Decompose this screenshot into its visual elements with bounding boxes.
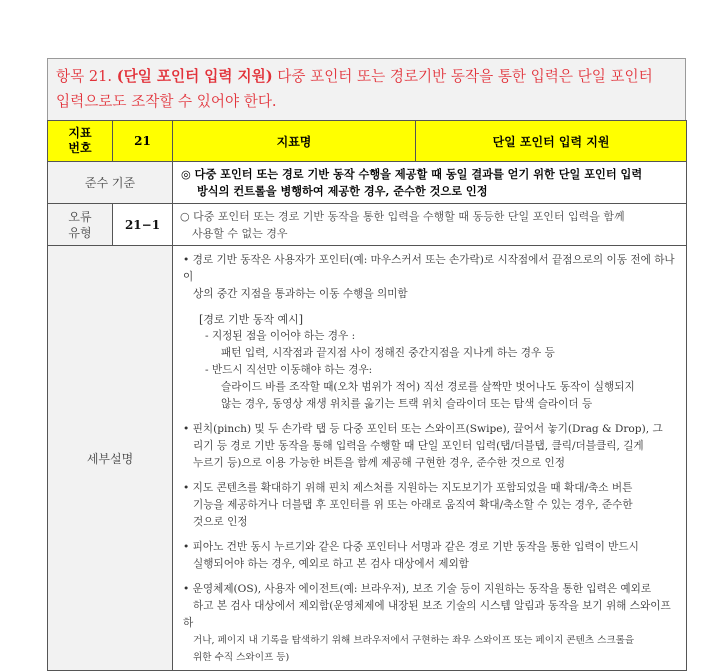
example-item-1: - 지정된 점을 이어야 하는 경우 : bbox=[205, 330, 356, 342]
error-type-label: 오류 유형 bbox=[48, 204, 113, 246]
error-text: ○ 다중 포인터 또는 경로 기반 동작을 통한 입력을 수행할 때 동등한 단일 포인터 입력을 함께 사용할 수 없는 경우 bbox=[173, 204, 687, 246]
header-row bbox=[48, 121, 687, 162]
detail-content bbox=[173, 246, 687, 671]
indicator-table bbox=[47, 120, 687, 671]
item-title bbox=[47, 58, 686, 120]
detail-bullet-1: • 경로 기반 동작은 사용자가 포인터(예: 마우스커서 또는 손가락)로 시작점에서 끝점으로의 이동 전에 하나 이 상의 중간 지점을 통과하는 이동 수행을 의미함 bbox=[183, 254, 675, 300]
example-item-2-desc-2: 않는 경우, 동영상 재생 위치를 옮기는 트랙 위치 슬라이더 또는 탐색 슬라이더 등 bbox=[221, 398, 593, 410]
error-row bbox=[48, 204, 687, 246]
indicator-number-value: 21 bbox=[113, 121, 173, 162]
detail-bullet-4: • 피아노 건반 동시 누르기와 같은 다중 포인터나 서명과 같은 경로 기반 동작을 통한 입력이 반드시 실행되어야 하는 경우, 예외로 하고 본 검사 대상에서 제외함 bbox=[183, 541, 639, 570]
detail-bullet-5: • 운영체제(OS), 사용자 에이전트(예: 브라우저), 보조 기술 등이 지원하는 동작을 통한 입력은 예외로 하고 본 검사 대상에서 제외함(운영체제에 내장된 보조 기술의 시스템 알림과 동작을 보기 위해 스와이프하 거나, 페이지 내 기록을 탐색하기 위해 브라우저에서 구현하는 좌우 스와이프 또는 페이지 콘텐츠 스크롤을 위한 수직 스와이프 등) bbox=[183, 583, 671, 663]
item-title-bold: (단일 포인터 입력 지원) bbox=[116, 68, 273, 85]
document-page bbox=[47, 58, 686, 671]
item-title-line-1 bbox=[56, 64, 677, 89]
indicator-name-label: 지표명 bbox=[173, 121, 416, 162]
example-heading: [경로 기반 동작 예시] bbox=[199, 313, 304, 326]
standard-label: 준수 기준 bbox=[48, 162, 173, 204]
standard-row bbox=[48, 162, 687, 204]
example-item-2-desc-1: 슬라이드 바를 조작할 때(오차 범위가 적어) 직선 경로를 살짝만 벗어나도 동작이 실행되지 bbox=[221, 381, 635, 393]
example-item-2: - 반드시 직선만 이동해야 하는 경우: bbox=[205, 364, 373, 376]
example-item-1-desc: 패턴 입력, 시작점과 끝지점 사이 정해진 중간지점을 지나게 하는 경우 등 bbox=[221, 347, 555, 359]
detail-bullet-3: • 지도 콘텐츠를 확대하기 위해 핀치 제스처를 지원하는 지도보기가 포함되었을 때 확대/축소 버튼 기능을 제공하거나 더블탭 후 포인터를 위 또는 아래로 움직여 확대/축소할 수 있는 경우, 준수한 것으로 인정 bbox=[183, 482, 633, 528]
indicator-number-label: 지표 번호 bbox=[48, 121, 113, 162]
detail-label: 세부설명 bbox=[48, 246, 173, 671]
item-title-line-2: 입력으로도 조작할 수 있어야 한다. bbox=[56, 93, 277, 110]
item-title-prefix: 항목 21. bbox=[56, 68, 117, 85]
indicator-name-value: 단일 포인터 입력 지원 bbox=[416, 121, 687, 162]
detail-bullet-2: • 핀치(pinch) 및 두 손가락 탭 등 다중 포인터 또는 스와이프(Swipe), 끌어서 놓기(Drag & Drop), 그 리기 등 경로 기반 동작을 통해 입력을 수행할 때 단일 포인터 입력(탭/더블탭, 클릭/더블클릭, 길게 누르기 등)으로 이용 가능한 버튼을 함께 제공해 구현한 경우, 준수한 것으로 인정 bbox=[183, 423, 663, 469]
item-title-rest: 다중 포인터 또는 경로기반 동작을 통한 입력은 단일 포인터 bbox=[272, 68, 653, 85]
error-code: 21−1 bbox=[113, 204, 173, 246]
detail-row bbox=[48, 246, 687, 671]
standard-text: ◎ 다중 포인터 또는 경로 기반 동작 수행을 제공할 때 동일 결과를 얻기 위한 단일 포인터 입력 방식의 컨트롤을 병행하여 제공한 경우, 준수한 것으로 인정 bbox=[173, 162, 687, 204]
